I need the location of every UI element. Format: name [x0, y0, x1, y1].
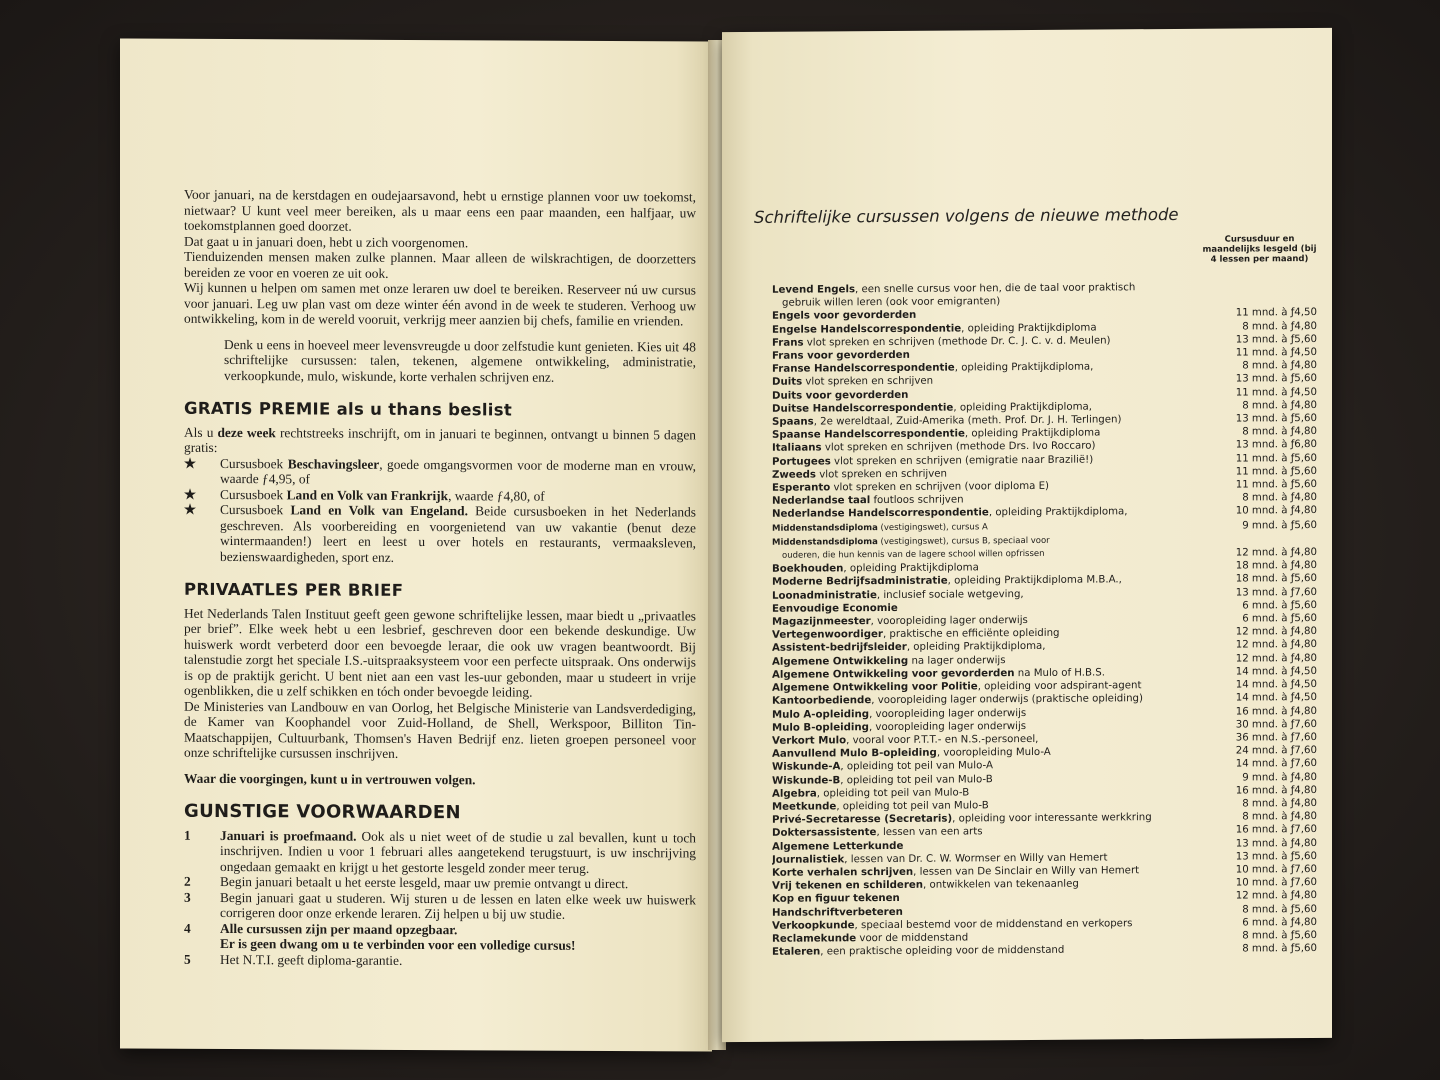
course-duration-fee: 16 mnd. à ƒ4,80 — [1235, 705, 1317, 718]
course-duration-fee: 12 mnd. à ƒ4,80 — [1235, 890, 1317, 902]
intro-paragraph-2: Dat gaat u in januari doen, hebt u zich voorgenomen. — [184, 233, 469, 250]
course-duration-fee: 13 mnd. à ƒ6,80 — [1235, 439, 1317, 451]
condition-item: 5 Het N.T.I. geeft diploma-garantie. — [184, 951, 403, 968]
gratis-item: ★ Cursusboek Beschavingsleer, goede omgangsvormen voor de moderne man en vrouw, waarde ƒ4,95, of — [184, 455, 696, 487]
gratis-intro: Als u deze week rechtstreeks inschrijft, om in januari te beginnen, ontvangt u binnen 5 dagen gratis: — [184, 424, 696, 455]
course-duration-fee: 11 mnd. à ƒ5,60 — [1235, 465, 1317, 478]
course-name: Aanvullend Mulo B-opleiding, vooropleiding Mulo-A — [772, 746, 1051, 760]
course-name: Frans vlot spreken en schrijven (methode Dr. C. J. C. v. d. Meulen) — [772, 335, 1111, 349]
course-duration-fee: 13 mnd. à ƒ4,80 — [1235, 837, 1317, 850]
course-name: Etaleren, een praktische opleiding voor de middenstand — [772, 944, 1065, 958]
privaat-paragraph-1: Het Nederlands Talen Instituut geeft geen gewone schriftelijke lessen, maar biedt u „privaatles per brief”. Elke week hebt u een lesbrief, geschreven door een bekende deskundige. Uw huiswerk wordt verbeterd door een bevoegde leraar, die ook uw vragen beantwoordt. Bij talenstudie zorgt het speciale I.S.-uitspraaksysteem voor een perfecte uitspraak. Ons onderwijs is op de praktijk gericht. U bent niet aan een vast les-uur gebonden, maar u studeert in vrije ogenblikken, die u zelf schikken en tóch onder bevoegde leiding. — [184, 605, 696, 700]
course-duration-fee: 16 mnd. à ƒ7,60 — [1235, 824, 1317, 836]
course-name: Privé-Secretaresse (Secretaris), opleiding voor interessante werkkring — [772, 812, 1152, 826]
course-row — [772, 280, 1317, 310]
course-name: Magazijnmeester, vooropleiding lager onderwijs — [772, 615, 1028, 628]
course-duration-fee: 14 mnd. à ƒ7,60 — [1235, 758, 1317, 770]
course-duration-fee: 8 mnd. à ƒ5,60 — [1242, 929, 1317, 942]
condition-item: 2 Begin januari betaalt u het eerste lesgeld, maar uw premie ontvangt u direct. — [184, 873, 629, 892]
course-name: Verkort Mulo, vooral voor P.T.T.- en N.S.-personeel, — [772, 733, 1039, 747]
course-name: Boekhouden, opleiding Praktijkdiploma — [772, 562, 979, 576]
course-name: Nederlandse Handelscorrespondentie, opleiding Praktijkdiploma, — [772, 506, 1128, 521]
course-name: Algebra, opleiding tot peil van Mulo-B — [772, 787, 970, 800]
course-duration-fee: 14 mnd. à ƒ4,50 — [1235, 692, 1317, 704]
course-duration-fee: 6 mnd. à ƒ5,60 — [1242, 599, 1317, 612]
course-name: Handschriftverbeteren — [772, 906, 903, 919]
course-duration-fee: 10 mnd. à ƒ7,60 — [1235, 877, 1317, 889]
course-name: Vrij tekenen en schilderen, ontwikkelen van tekenaanleg — [772, 878, 1079, 892]
course-name: Korte verhalen schrijven, lessen van De Sinclair en Willy van Hemert — [772, 865, 1140, 879]
course-duration-fee: 11 mnd. à ƒ5,60 — [1235, 479, 1317, 491]
condition-item: 1 Januari is proefmaand. Ook als u niet weet of de studie u zal bevallen, kunt u toch inschrijven. Indien u voor 1 februari alles aangetekend terugstuurt, is uw inschrijving ongedaan gemaakt en krijgt u het gestorte lesgeld zonder meer terug. — [184, 827, 696, 876]
duration-fee-note: Cursusduur en maandelijks lesgeld (bij 4 lessen per maand) — [1202, 234, 1317, 265]
course-name: Algemene Ontwikkeling voor gevorderden na Mulo of H.B.S. — [772, 667, 1105, 681]
course-duration-fee: 11 mnd. à ƒ4,50 — [1235, 346, 1317, 359]
course-name: Portugees vlot spreken en schrijven (emigratie naar Brazilië!) — [772, 454, 1094, 468]
course-name: Vertegenwoordiger, praktische en efficiënte opleiding — [772, 628, 1060, 642]
course-name: Esperanto vlot spreken en schrijven (voor diploma E) — [772, 480, 1050, 494]
course-name: Engelse Handelscorrespondentie, opleiding Praktijkdiploma — [772, 322, 1097, 336]
course-list-title: Schriftelijke cursussen volgens de nieuwe methode — [754, 204, 1179, 227]
course-name: Italiaans vlot spreken en schrijven (methode Drs. Ivo Roccaro) — [772, 440, 1096, 455]
course-duration-fee: 8 mnd. à ƒ4,80 — [1242, 811, 1317, 823]
course-name: Duits vlot spreken en schrijven — [772, 376, 934, 389]
course-duration-fee: 12 mnd. à ƒ4,80 — [1235, 547, 1317, 559]
course-duration-fee: 8 mnd. à ƒ4,80 — [1242, 492, 1317, 504]
intro-indent-paragraph: Denk u eens in hoeveel meer levensvreugde u door zelfstudie kunt genieten. Kies uit 48 schriftelijke cursussen: talen, tekenen, algemene ontwikkeling, administratie, verkoopkunde, mulo, wiskunde, korte verhalen schrijven enz. — [224, 336, 696, 385]
course-duration-fee: 13 mnd. à ƒ7,60 — [1235, 586, 1317, 599]
course-duration-fee: 8 mnd. à ƒ4,80 — [1242, 399, 1317, 412]
course-duration-fee: 18 mnd. à ƒ4,80 — [1235, 560, 1317, 572]
course-duration-fee: 12 mnd. à ƒ4,80 — [1235, 626, 1317, 638]
course-duration-fee: 13 mnd. à ƒ5,60 — [1235, 413, 1317, 425]
course-name: Algemene Ontwikkeling voor Politie, opleiding voor adspirant-agent — [772, 680, 1142, 694]
course-name: Middenstandsdiploma (vestigingswet), cursus A — [772, 521, 988, 534]
course-name: Franse Handelscorrespondentie, opleiding Praktijkdiploma, — [772, 361, 1094, 375]
course-name: Wiskunde-A, opleiding tot peil van Mulo-A — [772, 760, 993, 774]
intro-paragraph-4: Wij kunnen u helpen om samen met onze leraren uw doel te bereiken. Reserveer nú uw cursus voor januari. Leg uw plan vast om deze winter één avond in de week te studeren. Verhoog uw ontwikkeling, kom in de wereld vooruit, verkrijg meer aanzien bij chefs, familie en vrienden. — [184, 279, 696, 329]
course-duration-fee: 9 mnd. à ƒ5,60 — [1242, 519, 1317, 532]
star-icon: ★ — [184, 455, 197, 471]
course-name: Loonadministratie, inclusief sociale wetgeving, — [772, 588, 1024, 602]
course-name: Assistent-bedrijfsleider, opleiding Praktijkdiploma, — [772, 641, 1046, 655]
course-name: Moderne Bedrijfsadministratie, opleiding Praktijkdiploma M.B.A., — [772, 574, 1122, 589]
course-name: Doktersassistente, lessen van een arts — [772, 826, 983, 840]
course-duration-fee: 13 mnd. à ƒ5,60 — [1235, 850, 1317, 863]
gratis-item: ★ Cursusboek Land en Volk van Frankrijk, waarde ƒ4,80, of — [184, 486, 545, 504]
course-name: Levend Engels, een snelle cursus voor hen, die de taal voor praktisch gebruik willen leren (ook voor emigranten) — [772, 282, 1136, 309]
star-icon: ★ — [184, 486, 197, 502]
course-duration-fee: 6 mnd. à ƒ5,60 — [1242, 613, 1317, 625]
course-duration-fee: 24 mnd. à ƒ7,60 — [1235, 745, 1317, 757]
course-name: Algemene Ontwikkeling na lager onderwijs — [772, 654, 1006, 668]
course-duration-fee: 10 mnd. à ƒ4,80 — [1235, 505, 1317, 517]
course-duration-fee: 12 mnd. à ƒ4,80 — [1235, 639, 1317, 652]
gunstig-heading: GUNSTIGE VOORWAARDEN — [184, 800, 461, 824]
left-page — [120, 38, 712, 1051]
intro-paragraph-3: Tienduizenden mensen maken zulke plannen. Maar alleen de wilskrachtigen, de doorzetters bereiden ze voor en voeren ze uit ook. — [184, 248, 696, 281]
course-duration-fee: 8 mnd. à ƒ5,60 — [1242, 903, 1317, 916]
gratis-item: ★ Cursusboek Land en Volk van Engeland. Beide cursusboeken in het Nederlands geschreven. Als voorbereiding en voorgenietend van uw vakantie (benut deze wintermaanden!) leert en leest u over hotels en restaurants, vermaaksleven, bezienswaardigheden, sport enz. — [184, 501, 696, 565]
course-duration-fee: 30 mnd. à ƒ7,60 — [1235, 718, 1317, 731]
course-name: Journalistiek, lessen van Dr. C. W. Wormser en Willy van Hemert — [772, 852, 1108, 866]
privaat-paragraph-3: Waar die voorgingen, kunt u in vertrouwen volgen. — [184, 770, 476, 787]
course-duration-fee: 9 mnd. à ƒ4,80 — [1242, 771, 1317, 784]
course-name: Nederlandse taal foutloos schrijven — [772, 494, 964, 508]
course-name: Algemene Letterkunde — [772, 840, 904, 853]
privaat-paragraph-2: De Ministeries van Landbouw en van Oorlog, het Belgische Ministerie van Landsverdediging, de Kamer van Koophandel voor Zuid-Holland, de Shell, Werkspoor, Billiton Tin-Maatschappijen, Cultuurbank, Thomsen's Haven Bedrijf enz. lieten groepen personeel voor onze schriftelijke cursussen inschrijven. — [184, 698, 696, 761]
course-name: Eenvoudige Economie — [772, 602, 898, 615]
course-name: Wiskunde-B, opleiding tot peil van Mulo-B — [772, 773, 993, 787]
privaat-heading: PRIVAATLES PER BRIEF — [184, 579, 404, 600]
course-duration-fee: 8 mnd. à ƒ4,80 — [1242, 360, 1317, 372]
course-name: Reclamekunde voor de middenstand — [772, 932, 969, 945]
star-icon: ★ — [184, 501, 197, 517]
course-duration-fee: 12 mnd. à ƒ4,80 — [1235, 652, 1317, 665]
course-duration-fee: 13 mnd. à ƒ5,60 — [1235, 373, 1317, 385]
course-duration-fee: 8 mnd. à ƒ4,80 — [1242, 320, 1317, 333]
course-name: Middenstandsdiploma (vestigingswet), cursus B, speciaal voor ouderen, die hun kennis van de lagere school willen opfrissen — [772, 535, 1050, 561]
course-duration-fee: 8 mnd. à ƒ5,60 — [1242, 943, 1317, 955]
course-duration-fee: 11 mnd. à ƒ4,50 — [1235, 307, 1317, 319]
course-duration-fee: 10 mnd. à ƒ7,60 — [1235, 863, 1317, 876]
course-name: Duitse Handelscorrespondentie, opleiding Praktijkdiploma, — [772, 401, 1092, 415]
condition-item: Er is geen dwang om u te verbinden voor een volledige cursus! — [220, 935, 576, 953]
condition-item: 4 Alle cursussen zijn per maand opzegbaar. — [184, 920, 458, 937]
course-duration-fee: 14 mnd. à ƒ4,50 — [1235, 679, 1317, 691]
course-name: Kantoorbediende, vooropleiding lager onderwijs (praktische opleiding) — [772, 693, 1143, 708]
course-duration-fee: 18 mnd. à ƒ5,60 — [1235, 573, 1317, 586]
course-name: Mulo A-opleiding, vooropleiding lager onderwijs — [772, 707, 1027, 721]
course-duration-fee: 8 mnd. à ƒ4,80 — [1242, 426, 1317, 438]
course-duration-fee: 16 mnd. à ƒ4,80 — [1235, 784, 1317, 797]
gratis-heading: GRATIS PREMIE als u thans beslist — [184, 398, 513, 420]
course-duration-fee: 11 mnd. à ƒ5,60 — [1235, 452, 1317, 465]
course-name: Zweeds vlot spreken en schrijven — [772, 468, 947, 481]
course-name: Duits voor gevorderden — [772, 389, 909, 402]
course-duration-fee: 14 mnd. à ƒ4,50 — [1235, 665, 1317, 678]
condition-item: 3 Begin januari gaat u studeren. Wij sturen u de lessen en laten elke week uw huiswerk corrigeren door onze erkende leraren. Zij helpen u bij uw studie. — [184, 889, 696, 922]
course-name: Frans voor gevorderden — [772, 349, 910, 362]
right-page — [722, 28, 1332, 1042]
course-name: Verkoopkunde, speciaal bestemd voor de middenstand en verkopers — [772, 918, 1133, 932]
course-list — [772, 280, 1317, 959]
course-duration-fee: 8 mnd. à ƒ4,80 — [1242, 797, 1317, 810]
course-name: Engels voor gevorderden — [772, 310, 917, 323]
course-name: Kop en figuur tekenen — [772, 893, 900, 906]
course-duration-fee: 13 mnd. à ƒ5,60 — [1235, 333, 1317, 346]
course-duration-fee: 36 mnd. à ƒ7,60 — [1235, 731, 1317, 744]
course-name: Meetkunde, opleiding tot peil van Mulo-B — [772, 800, 989, 813]
course-duration-fee: 6 mnd. à ƒ4,80 — [1242, 916, 1317, 929]
course-row — [772, 942, 1317, 959]
course-name: Spaanse Handelscorrespondentie, opleiding Praktijkdiploma — [772, 427, 1101, 442]
left-page-content — [184, 187, 696, 970]
course-name: Spaans, 2e wereldtaal, Zuid-Amerika (meth. Prof. Dr. J. H. Terlingen) — [772, 414, 1122, 428]
intro-paragraph-1: Voor januari, na de kerstdagen en oudejaarsavond, hebt u ernstige plannen voor uw toekomst, nietwaar? U kunt veel meer bereiken, als u maar eens een paar maanden, een halfjaar, uw toekomstplannen goed doorzet. — [184, 186, 696, 234]
course-name: Mulo B-opleiding, vooropleiding lager onderwijs — [772, 720, 1027, 734]
course-duration-fee: 11 mnd. à ƒ4,50 — [1235, 386, 1317, 399]
course-row — [772, 532, 1317, 563]
